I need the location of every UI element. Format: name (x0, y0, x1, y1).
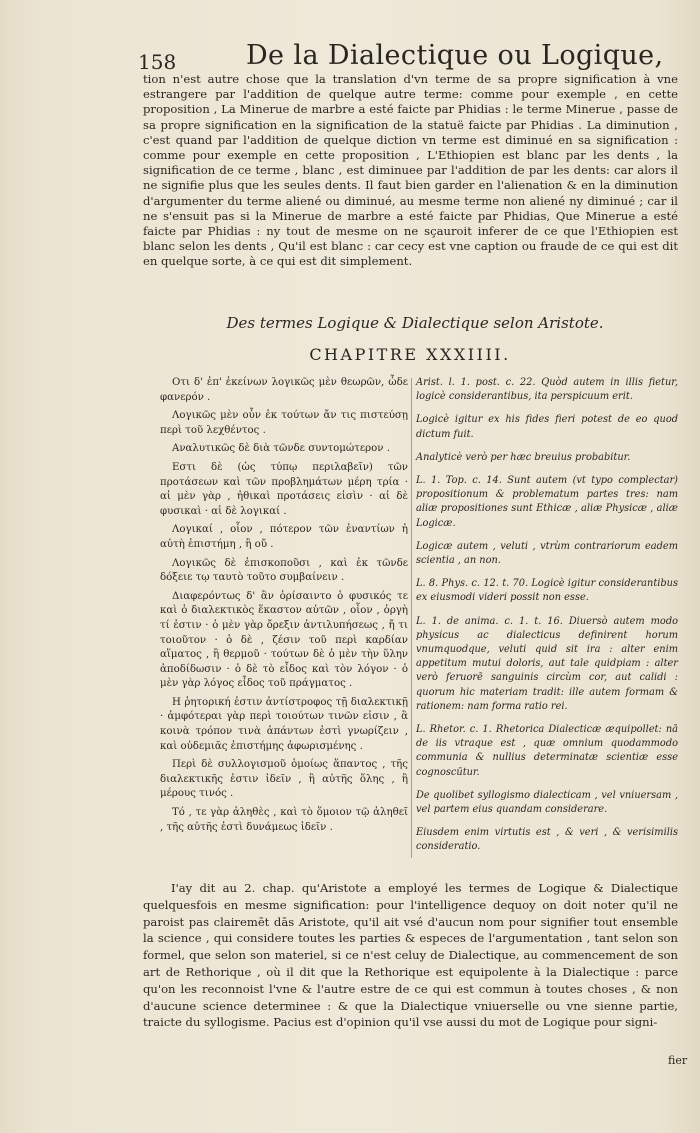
greek-quote: Οτι δ' ἐπ' ἐκείνων λογικῶς μὲν θεωρῶν, ὧδε φανερόν . (160, 377, 408, 403)
body-text-bottom (143, 880, 678, 1031)
latin-quote: Logicè igitur ex his fides fieri potest de eo quod dictum fuit. (416, 414, 678, 440)
latin-quote: Eiusdem enim virtutis est , & veri , & verisimilis consideratio. (416, 827, 678, 853)
body-text-top (143, 72, 678, 270)
greek-quote: Διαφερόντως δ' ἂν ὁρίσαιντο ὁ φυσικός τε καὶ ὁ διαλεκτικὸς ἕκαστον αὐτῶν , οἷον , ὀργὴ τί ἐστιν · ὁ μὲν γὰρ ὄρεξιν ἀντιλυπήσεως , ἤ τι τοιοῦτον · ὁ δὲ , ζέσιν τοῦ περὶ καρδίαν αἵματος , ἢ θερμοῦ · τούτων δὲ ὁ μὲν τὴν ὕλην ἀποδίδωσιν · ὁ δὲ τὸ εἶδος καὶ τὸν λόγον · ὁ μὲν γὰρ λόγος εἶδος τοῦ πράγματος . (160, 590, 408, 690)
greek-column (160, 376, 408, 839)
latin-quote: L. Rhetor. c. 1. Rhetorica Dialecticæ æquipollet: nā de iis vtraque est , quæ omnium quodammodo communia & nullius determinatæ scientiæ esse cognoscūtur. (416, 724, 678, 778)
greek-quote: Λογικῶς μὲν οὖν ἐκ τούτων ἄν τις πιστεύσῃ περὶ τοῦ λεχθέντος . (160, 410, 408, 436)
greek-quote: Τό , τε γὰρ ἀληθὲς , καὶ τὸ ὅμοιον τῷ ἀληθεῖ , τῆς αὐτῆς ἐστὶ δυνάμεως ἰδεῖν . (160, 807, 408, 833)
greek-quote: Εστι δὲ (ὡς τύπῳ περιλαβεῖν) τῶν προτάσεων καὶ τῶν προβλημάτων μέρη τρία · αἱ μὲν γὰρ , ἠθικαὶ προτάσεις εἰσὶν · αἱ δὲ φυσικαὶ · αἱ δὲ λογικαί . (160, 461, 408, 517)
greek-quote: Λογικαί , οἷον , πότερον τῶν ἐναντίων ἡ αὐτὴ ἐπιστήμη , ἢ οὔ . (160, 524, 408, 550)
latin-quote: De quolibet syllogismo dialecticam , vel vniuersam , vel partem eius quandam considerare. (416, 789, 678, 816)
greek-quote: Η ῥητορική ἐστιν ἀντίστροφος τῇ διαλεκτικῇ · ἀμφότεραι γὰρ περὶ τοιούτων τινῶν εἰσιν , ἃ κοινὰ τρόπον τινὰ ἁπάντων ἐστὶ γνωρίζειν , καὶ οὐδεμιᾶς ἐπιστήμης ἀφωρισμένης . (160, 696, 408, 752)
paragraph: tion n'est autre chose que la translation d'vn terme de sa propre signification à vne estrangere par l'addition de quelque autre terme: comme pour exemple , en cette proposition , La Minerue de marbre a esté faicte par Phidias : le terme Minerue , passe de sa propre signification en la signification de la statuë faicte par Phidias . La diminution , c'est quand par l'addition de quelque diction vn terme est diminué en sa signification : comme pour exemple en cette proposition , L'Ethiopien est blanc par les dents , la signification de ce terme , blanc , est diminuee par l'addition de par les dents: car alors il ne signifie plus que les seules dents. Il faut bien garder en l'alienation & en la diminution d'argumenter du terme aliené ou diminué, au mesme terme non aliené ny diminué ; car il ne s'ensuit pas si la Minerue de marbre a esté faicte par Phidias, Que Minerue a esté faicte par Phidias : ny tout de mesme on ne sçauroit inferer de ce que l'Ethiopien est blanc selon les dents , Qu'il est blanc : car cecy est vne caption ou fraude de ce qui est dit en quelque sorte, à ce qui est dit simplement. (143, 72, 678, 269)
section-title: Des termes Logique & Dialectique selon Aristote. (226, 314, 604, 332)
greek-quote: Αναλυτικῶς δὲ διὰ τῶνδε συντομώτερον . (172, 443, 390, 455)
column-divider (411, 378, 412, 858)
latin-quote: L. 1. Top. c. 14. Sunt autem (vt typo complectar) propositionum & problematum partes tres: nam aliæ propositiones sunt Ethicæ , aliæ Physicæ , aliæ Logicæ. (416, 475, 678, 529)
paragraph: I'ay dit au 2. chap. qu'Aristote a employé les termes de Logique & Dialectique quelquesfois en mesme signification: pour l'intelligence dequoy on doit noter qu'il ne paroist pas clairemēt dās Aristote, qu'il ait vsé d'aucun nom pour signifier tout ensemble la science , qui considere toutes les parties & especes de l'argumentation , tant selon son formel, que selon son materiel, si ce n'est celuy de Dialectique, au commencement de son art de Rethorique , où il dit que la Rethorique est equipolente à la Dialectique : parce qu'on les reconnoist l'vne & l'autre estre de ce qui est commun à toutes choses , & non d'aucune science determinee : & que la Dialectique vniuerselle ou vne sienne partie, traicte du syllogisme. Pacius est d'opinion qu'il vse aussi du mot de Logique pour signi- (143, 881, 678, 1030)
greek-quote: Περὶ δὲ συλλογισμοῦ ὁμοίως ἅπαντος , τῆς διαλεκτικῆς ἐστιν ἰδεῖν , ἢ αὐτῆς ὅλης , ἢ μέρους τινός . (160, 759, 408, 800)
page-number: 158 (138, 50, 177, 74)
chapter-heading: CHAPITRE XXXIIII. (309, 345, 511, 364)
latin-quote: Analyticè verò per hæc breuius probabitur. (416, 451, 631, 463)
catchword: fier (668, 1054, 688, 1067)
latin-quote: L. 8. Phys. c. 12. t. 70. Logicè igitur considerantibus ex eiusmodi videri possit non esse. (416, 578, 678, 604)
latin-quote: Arist. l. 1. post. c. 22. Quòd autem in illis fietur, logicè considerantibus, ita perspicuum erit. (416, 377, 678, 403)
latin-quote: Logicæ autem , veluti , vtrùm contrariorum eadem scientia , an non. (416, 540, 678, 567)
latin-quote: L. 1. de anima. c. 1. t. 16. Diuersò autem modo physicus ac dialecticus definirent horum vnumquodque, veluti quid sit ira : alter enim appetitum mutui doloris, aut tale quidpiam : alter verò feruorē sanguinis circùm cor, aut calidi : quorum hic materiam tradit: ille autem formam & rationem: nam forma ratio rei. (416, 615, 678, 712)
greek-quote: Λογικῶς δὲ ἐπισκοποῦσι , καὶ ἐκ τῶνδε δόξειε τῳ ταυτὸ τοῦτο συμβαίνειν . (160, 557, 408, 584)
latin-column (416, 376, 678, 864)
running-title: De la Dialectique ou Logique, (246, 40, 664, 71)
